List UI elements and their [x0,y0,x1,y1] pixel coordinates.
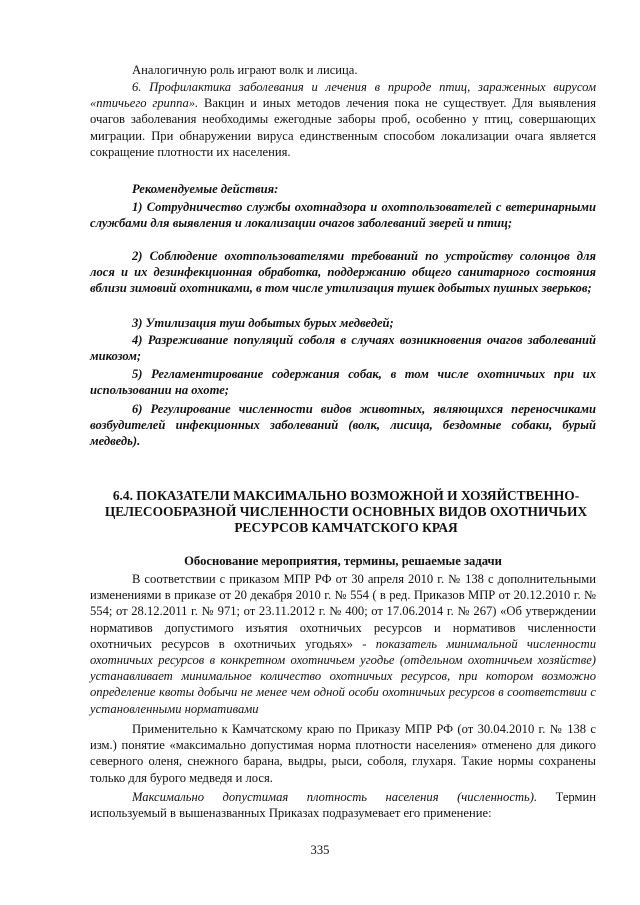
p1-italic: показатель минимальной численности охотничьих ресурсов в конкретном охотничьем угодье (отдельном охотничьем хозяйстве) устанавливает минимальное количество охотничьих ресурсов, при котором возможно определение квоты добычи не менее чем одной особи охотничьих ресурсов в соответствии с установленными нормативами [90,636,596,716]
recommended-item-5: 5) Регламентирование содержания собак, в том числе охотничьих при их использовании на охоте; [90,367,596,398]
recommended-title: Рекомендуемые действия: [132,182,279,196]
page-number: 335 [310,843,330,857]
item6-text: Вакцин и иных методов лечения пока не существует. Для выявления очагов заболевания необходимы ежегодные заборы проб, особенно у птиц, совершающих миграции. При обнаружении вируса единственным способом локализации очага является сокращение плотности их населения. [90,96,596,159]
p3-italic: Максимально допустимая плотность населения (численность). [132,790,538,804]
recommended-item-2: 2) Соблюдение охотпользователями требований по устройству солонцов для лося и их дезинфекционная обработка, поддержанию общего санитарного состояния вблизи зимовий охотниками, в том числе утилизация тушек добытых пушных зверьков; [90,249,596,296]
recommended-item-4: 4) Разреживание популяций соболя в случаях возникновения очагов заболеваний микозом; [90,333,596,364]
section-paragraph-3 [90,789,596,821]
p3-text: Термин используемый в вышеназванных Приказах подразумевает его применение: [90,790,596,821]
item6-paragraph [90,79,596,160]
intro-paragraph: Аналогичную роль играют волк и лисица. [132,63,358,77]
section-subheading: Обоснование мероприятия, термины, решаемые задачи [184,554,502,568]
section-paragraph-1 [90,571,596,717]
item6-italic: 6. Профилактика заболевания и лечения в природе птиц, зараженных вирусом «птичьего гриппа». [90,80,596,111]
recommended-item-3: 3) Утилизация туш добытых бурых медведей; [132,316,394,330]
section-paragraph-2: Применительно к Камчатскому краю по Приказу МПР РФ (от 30.04.2010 г. № 138 с изм.) понятие «максимально допустимая норма плотности населения» отменено для дикого северного оленя, снежного барана, выдры, рыси, соболя, глухаря. Такие нормы сохранены только для бурого медведя и лося. [90,722,596,785]
recommended-item-6: 6) Регулирование численности видов животных, являющихся переносчиками возбудителей инфекционных заболеваний (волк, лисица, бездомные собаки, бурый медведь). [90,402,596,449]
p1-text: В соответствии с приказом МПР РФ от 30 апреля 2010 г. № 138 с дополнительными изменениями в приказе от 20 декабря 2010 г. № 554 ( в ред. Приказов МПР от 20.12.2010 г. № 554; от 28.12.2011 г. № 971; от 23.11.2012 г. № 400; от 17.06.2014 г. № 267) «Об утверждении нормативов допустимого изъятия охотничьих ресурсов и нормативов численности охотничьих ресурсов в охотничьих угодьях» - [90,572,596,651]
recommended-item-1: 1) Сотрудничество службы охотнадзора и охотпользователей с ветеринарными службами для выявления и локализации очагов заболеваний зверей и птиц; [90,200,596,231]
section-heading: 6.4. ПОКАЗАТЕЛИ МАКСИМАЛЬНО ВОЗМОЖНОЙ И ХОЗЯЙСТВЕННО-ЦЕЛЕСООБРАЗНОЙ ЧИСЛЕННОСТИ ОСНОВНЫХ ВИДОВ ОХОТНИЧЬИХ РЕСУРСОВ КАМЧАТСКОГО КРАЯ [104,488,588,536]
